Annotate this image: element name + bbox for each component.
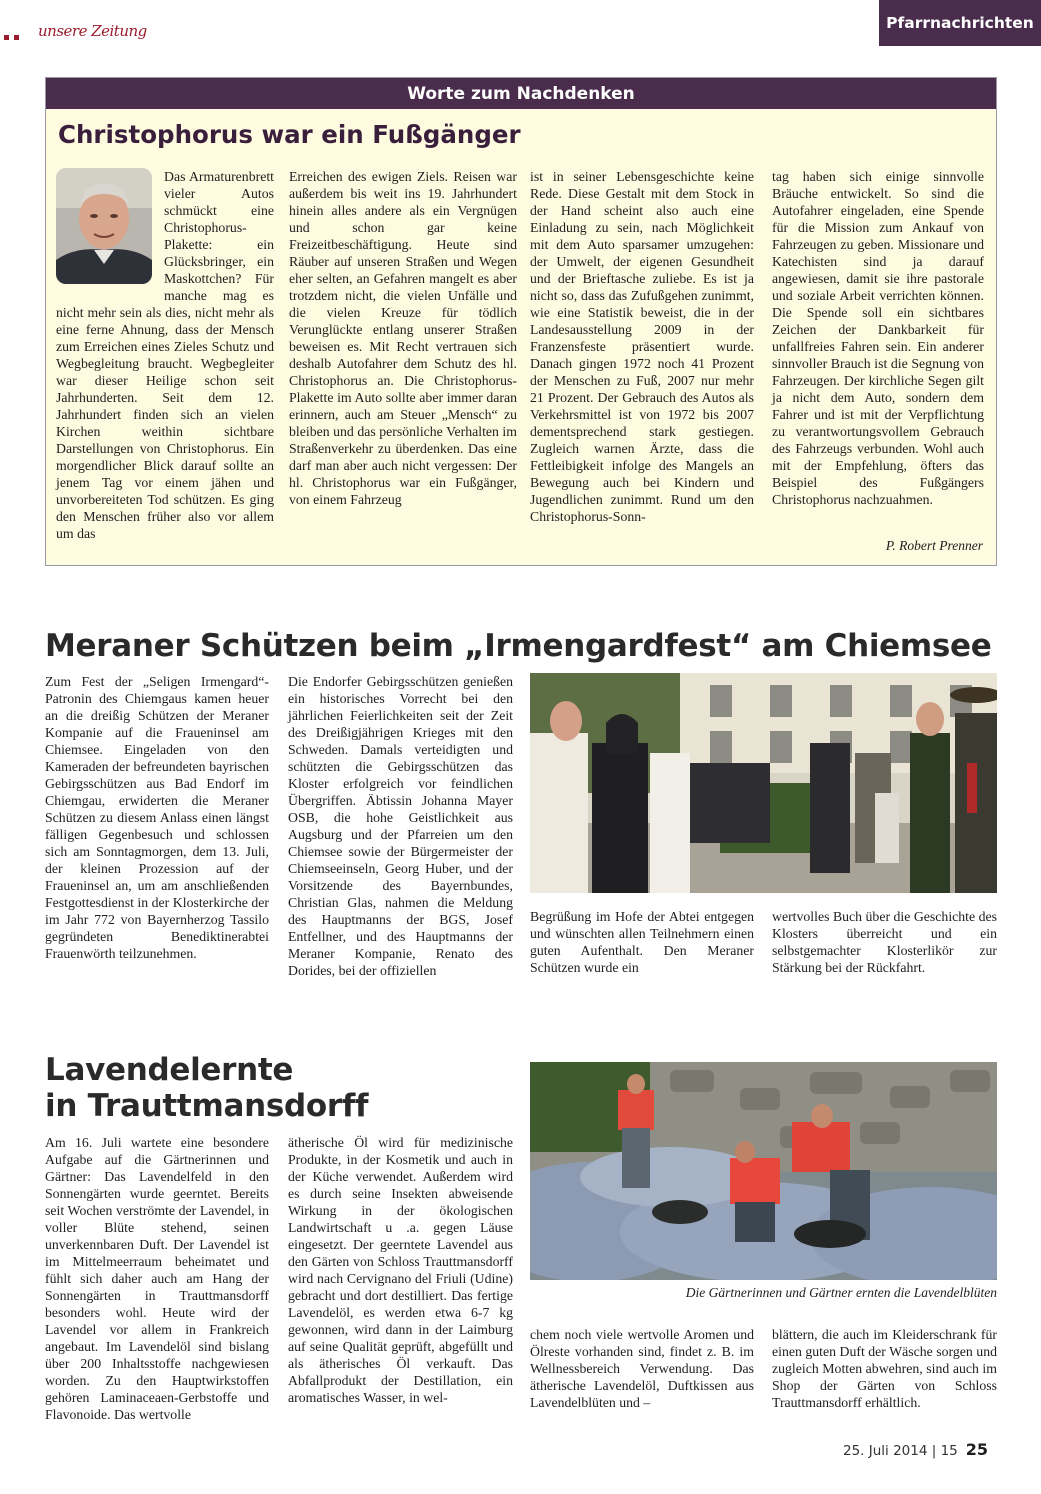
page-footer: [843, 1440, 988, 1459]
article-column: [530, 1326, 754, 1411]
text-column-1: Am 16. Juli wartete eine besondere Aufgabe auf die Gärtnerinnen und Gärtner: Das Lavendelfeld in den Sonnengärten wurde geerntet. Bereits seit Wochen verströmte der Lavendel, in voller Blüte stehend, seinen unverkennbaren Duft. Der Lavendel ist im Mittelmeerraum beheimatet und fühlt sich daher auch am Hang der Sonnengärten in Trauttmansdorff besonders wohl. Heute wird der Lavendel vor allem in Frankreich angebaut. Im Lavendelöl sind bislang über 200 Inhaltsstoffe nachgewiesen worden. Zu den Hauptwirkstoffen gehören Laminaceaen-Gerbstoffe und Flavonoide. Das wertvolle: [45, 1135, 269, 1422]
text-column-1: Zum Fest der „Seligen Irmengard“-Patronin des Chiemgaus kamen heuer an die dreißig Schützen der Meraner Kompanie auf die Fraueninsel am Chiemsee. Eingeladen von den Kameraden der befreundeten bayrischen Gebirgsschützen aus Bad Endorf im Chiemgau, erwiderten die Meraner Schützen zu diesem Anlass einen längst fälligen Gegenbesuch und schlossen sich am Sonntagmorgen, dem 13. Juli, der kleinen Prozession auf der Fraueninsel an, um am anschließenden Festgottesdienst in der Klosterkirche der im Jahr 772 von Bayernherzog Tassilo gegründeten Benediktinerabtei Frauenwörth teilzunehmen.: [45, 674, 269, 961]
text-column-4: blättern, die auch im Kleiderschrank für einen guten Duft der Wäsche sorgen und zugleich Motten abwehren, sind auch im Shop der Gärten von Schloss Trauttmansdorff erhältlich.: [772, 1327, 997, 1410]
photo-caption: Die Gärtnerinnen und Gärtner ernten die Lavendelblüten: [685, 1285, 997, 1300]
text-column-3: ist in seiner Lebensgeschichte keine Rede. Diese Gestalt mit dem Stock in der Hand scheint also auch eine Einladung zu sein, nach Möglichkeit mit dem Auto sparsamer umzugehen: der Umwelt, der eigenen Gesundheit und der Brieftasche zuliebe. Es ist ja nicht so, dass das Zufußgehen zunimmt, wie eine Statistik beweist, die in der Landesausstellung 2009 in der Franzensfeste präsentiert wurde. Danach gingen 1972 noch 41 Prozent der Menschen zu Fuß, 2007 nur mehr 21 Prozent. Der Gebrauch des Autos als Verkehrsmittel ist von 1972 bis 2007 dementsprechend stark gestiegen. Zugleich warnen Ärzte, dass die Fettleibigkeit infolge des Mangels an Bewegung auch bei Kindern und Jugendlichen zunimmt. Rund um den Christophorus-Sonn-: [530, 169, 754, 524]
decor-marks: [4, 27, 24, 45]
procession-photo: [530, 673, 997, 893]
section-tab: Pfarrnachrichten: [879, 0, 1041, 46]
issue-date: 25. Juli 2014 | 15: [843, 1443, 958, 1459]
article-column: [772, 908, 997, 976]
article-title: [45, 1052, 368, 1124]
article-column: [772, 1326, 997, 1411]
article-column: [56, 168, 274, 542]
title-line-2: in Trauttmansdorff: [45, 1088, 369, 1124]
article-title: Christophorus war ein Fußgänger: [58, 120, 521, 149]
text-column-4: tag haben sich einige sinnvolle Bräuche entwickelt. So sind die Autofahrer eingeladen, eine Spende für die Mission zum Ankauf von Fahrzeugen zu geben. Missionare und Katechisten sind ja darauf angewiesen, damit sie ihre pastorale und soziale Arbeit verrichten können. Die Spende soll ein sichtbares Zeichen der Dankbarkeit für unfallfreies Fahren sein. Ein anderer sinnvoller Brauch ist die Segnung von Fahrzeugen. Der kirchliche Segen gilt ja nicht dem Auto, sondern dem Fahrer und ist mit der Verpflichtung zu verantwortungsvollem Gebrauch des Fahrzeugs verbunden. Wohl auch mit der Empfehlung, öfters das Beispiel des Fußgängers Christophorus nachzuahmen.: [772, 169, 984, 507]
article-column: [530, 908, 754, 976]
text-column-1: Das Armaturenbrett vieler Autos schmückt eine Christophorus-Plakette: ein Glücksbringer, ein Maskottchen? Für manche mag es nicht mehr sein als dies, nicht mehr als eine ferne Ahnung, dass der Mensch zum Erreichen eines Zieles Schutz und Wegbegleitung braucht. Wegbegleiter war dieser Heilige schon seit Jahrhunderten. Seit dem 12. Jahrhundert finden sich an vielen Kirchen weithin sichtbare Darstellungen von Christophorus. Ein morgendlicher Blick darauf sollte an jenem Tag vor einem jähen und unvorbereiteten Tod schützen. Es ging den Menschen früher also vor allem um das: [56, 169, 274, 541]
author-byline: P. Robert Prenner: [885, 538, 983, 553]
article-column: [289, 168, 517, 508]
text-column-4: wertvolles Buch über die Geschichte des Klosters überreicht und ein selbstgemachter Klosterlikör zur Stärkung bei der Rückfahrt.: [772, 909, 997, 975]
text-column-3: Begrüßung im Hofe der Abtei entgegen und wünschten allen Teilnehmern einen guten Aufenthalt. Den Meraner Schützen wurde ein: [530, 909, 754, 975]
article-column: [530, 168, 754, 525]
author-portrait: [56, 168, 152, 284]
box-kicker: Worte zum Nachdenken: [46, 78, 996, 109]
article-column: [288, 1134, 513, 1406]
lavender-photo: [530, 1062, 997, 1280]
text-column-2: Die Endorfer Gebirgsschützen genießen ein historisches Vorrecht bei den jährlichen Feierlichkeiten seit der Zeit des Dreißigjährigen Krieges mit den Schweden. Damals verteidigten und schützten die Gebirgsschützen das Kloster erfolgreich vor feindlichen Übergriffen. Äbtissin Johanna Mayer OSB, die hohe Geistlichkeit aus Augsburg und der Pfarreien um den Chiemsee sowie der Bürgermeister der Chiemseeinseln, Georg Huber, und der Vorsitzende des Bayernbundes, Christian Glas, nahmen die Meldung des Hauptmanns der BGS, Josef Entfellner, und des Hauptmanns der Meraner Kompanie, Renato des Dorides, bei der offiziellen: [288, 674, 513, 978]
article-column: [45, 673, 269, 962]
article-column: [45, 1134, 269, 1423]
article-column: [288, 673, 513, 979]
text-column-3: chem noch viele wertvolle Aromen und Ölreste vorhanden sind, findet z. B. im Wellnessbereich Verwendung. Das ätherische Lavendelöl, Duftkissen aus Lavendelblüten und –: [530, 1327, 754, 1410]
article-title: Meraner Schützen beim „Irmengardfest“ am Chiemsee: [45, 628, 992, 664]
text-column-2: ätherische Öl wird für medizinische Produkte, in der Kosmetik und auch in der Küche verwendet. Außerdem wird es durch seine Insekten abweisende Wirkung in der ökologischen Landwirtschaft u .a. gegen Läuse eingesetzt. Der geerntete Lavendel aus den Gärten von Schloss Trauttmansdorff wird nach Cervignano del Friuli (Udine) gebracht und dort destilliert. Das fertige Lavendelöl, es werden etwa 6-7 kg gewonnen, wird dann in der Laimburg auf seine Qualität geprüft, abgefüllt und als ätherisches Öl verkauft. Das Abfallprodukt der Destillation, ein aromatisches Wasser, in wel-: [288, 1135, 513, 1405]
article-column: [772, 168, 984, 508]
title-line-1: Lavendelernte: [45, 1052, 294, 1088]
publication-logo: unsere Zeitung: [38, 22, 147, 40]
page-number: 25: [965, 1440, 989, 1459]
text-column-2: Erreichen des ewigen Ziels. Reisen war außerdem bis weit ins 19. Jahrhundert hinein alles andere als ein Vergnügen und schon gar keine Freizeitbeschäftigung. Heute sind Räuber auf unseren Straßen und Wegen eher selten, an Gefahren mangelt es aber trotzdem nicht, die vielen Unfälle und die vielen Kreuze für tödlich Verunglückte entlang unserer Straßen beweisen es. Mit Recht vertrauen sich deshalb Autofahrer dem Schutz des hl. Christophorus an. Die Christophorus-Plakette im Auto sollte aber immer daran erinnern, auch am Steuer „Mensch“ zu bleiben und das persönliche Verhalten im Straßenverkehr zu überdenken. Das eine darf man aber auch nicht vergessen: Der hl. Christophorus war ein Fußgänger, von einem Fahrzeug: [289, 169, 517, 507]
reflection-box: [45, 77, 997, 566]
